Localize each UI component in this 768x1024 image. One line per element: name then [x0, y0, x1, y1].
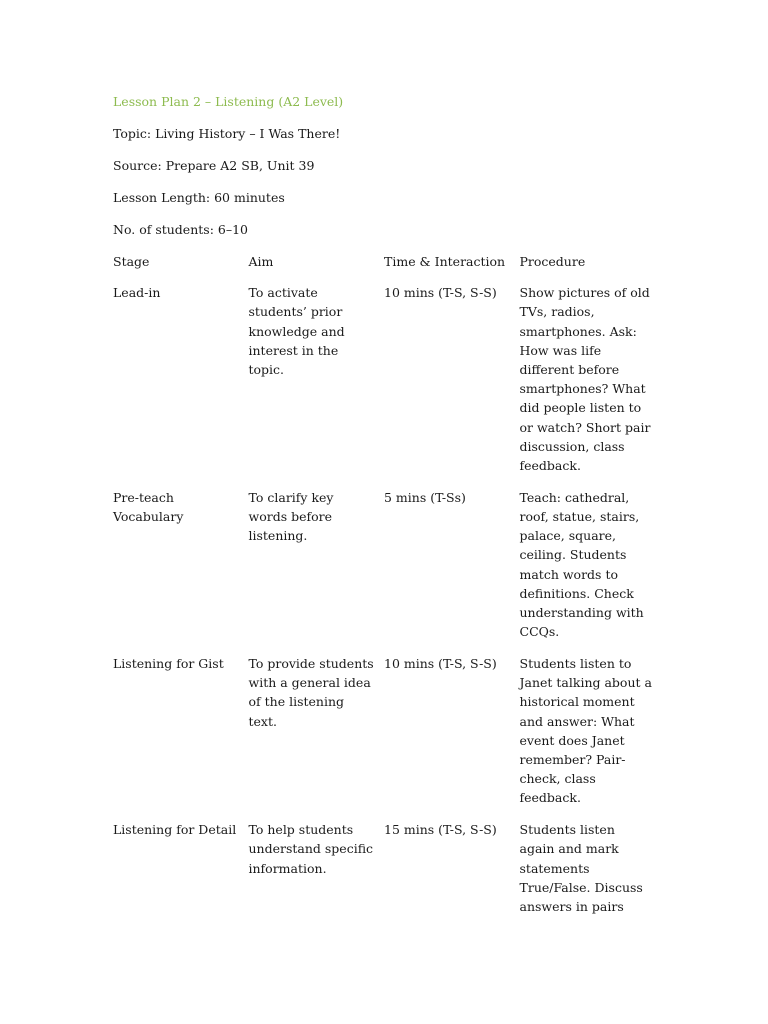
time-cell: 5 mins (T-Ss)	[384, 489, 466, 505]
aim-cell: To clarify key words before listening.	[248, 489, 334, 544]
table-row	[113, 283, 653, 488]
document-title: Lesson Plan 2 – Listening (A2 Level)	[113, 94, 344, 109]
time-cell: 15 mins (T-S, S-S)	[384, 822, 497, 838]
lesson-topic: Topic: Living History – I Was There!	[113, 126, 341, 141]
table-header-row	[113, 252, 653, 283]
table-row	[113, 488, 653, 654]
procedure-cell: Students listen again and mark statements True/False. Discuss answers in pairs	[519, 822, 643, 915]
stage-cell: Lead-in	[113, 285, 161, 301]
time-cell: 10 mins (T-S, S-S)	[384, 656, 497, 672]
student-count: No. of students: 6–10	[113, 222, 248, 237]
lesson-plan-table	[113, 252, 653, 929]
procedure-cell: Show pictures of old TVs, radios, smartphones. Ask: How was life different before smartphones? What did people listen to or watch? Short pair discussion, class feedback.	[519, 285, 651, 474]
aim-cell: To provide students with a general idea of the listening text.	[248, 656, 374, 729]
stage-cell: Listening for Gist	[113, 656, 224, 672]
table-row	[113, 820, 653, 929]
column-header-procedure: Procedure	[519, 254, 586, 269]
column-header-aim: Aim	[248, 254, 274, 269]
document-page	[113, 92, 653, 929]
lesson-source: Source: Prepare A2 SB, Unit 39	[113, 158, 315, 173]
aim-cell: To activate students’ prior knowledge and interest in the topic.	[248, 285, 345, 378]
column-header-stage: Stage	[113, 254, 150, 269]
stage-cell: Pre-teach Vocabulary	[113, 489, 184, 525]
stage-cell: Listening for Detail	[113, 822, 237, 838]
time-cell: 10 mins (T-S, S-S)	[384, 285, 497, 301]
table-row	[113, 654, 653, 820]
procedure-cell: Students listen to Janet talking about a historical moment and answer: What event does Janet remember? Pair-check, class feedback.	[519, 656, 652, 806]
column-header-time: Time & Interaction	[384, 254, 506, 269]
procedure-cell: Teach: cathedral, roof, statue, stairs, palace, square, ceiling. Students match words to definitions. Check understanding with CCQs.	[519, 489, 644, 640]
aim-cell: To help students understand specific information.	[248, 822, 374, 876]
lesson-length: Lesson Length: 60 minutes	[113, 190, 285, 205]
